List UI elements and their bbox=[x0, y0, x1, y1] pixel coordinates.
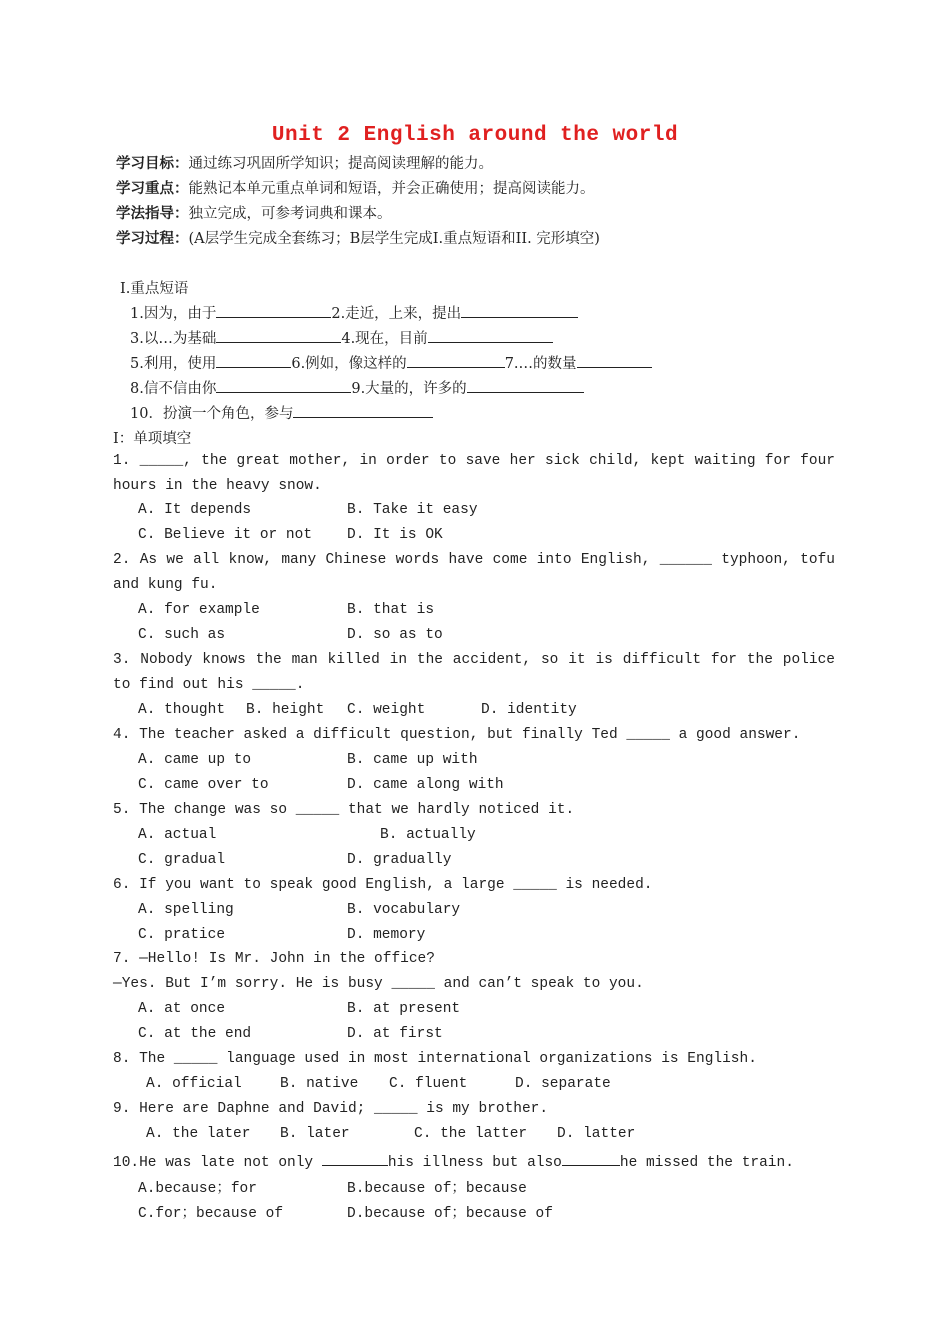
answer-blank[interactable] bbox=[428, 328, 553, 343]
option[interactable]: C. fluent bbox=[389, 1076, 468, 1092]
option[interactable]: C.for；because of bbox=[138, 1206, 284, 1222]
phrase-item: 9.大量的，许多的 bbox=[351, 381, 467, 397]
option[interactable]: D. separate bbox=[515, 1076, 611, 1092]
option[interactable]: B. vocabulary bbox=[347, 902, 461, 918]
option[interactable]: B. Take it easy bbox=[347, 502, 478, 518]
answer-blank[interactable] bbox=[293, 403, 433, 418]
option[interactable]: B. came up with bbox=[347, 752, 478, 768]
option[interactable]: A. at once bbox=[138, 1001, 226, 1017]
question-10-stem bbox=[113, 1151, 794, 1171]
option[interactable]: B. later bbox=[280, 1126, 350, 1142]
question-9-stem: 9. Here are Daphne and David; _____ is my brother. bbox=[113, 1101, 549, 1117]
method-line bbox=[116, 202, 392, 223]
option[interactable]: C. pratice bbox=[138, 927, 226, 943]
page-title: Unit 2 English around the world bbox=[271, 124, 679, 147]
question-1-stem: 1. _____, the great mother, in order to save her sick child, kept waiting for four hours in the heavy snow. bbox=[113, 453, 835, 494]
process-label: 学习过程： bbox=[116, 230, 189, 247]
stem-part: his illness but also bbox=[387, 1155, 562, 1171]
option[interactable]: A. actual bbox=[138, 827, 217, 843]
answer-blank[interactable] bbox=[461, 303, 578, 318]
option[interactable]: D. memory bbox=[347, 927, 426, 943]
stem-part: he missed the train. bbox=[619, 1155, 794, 1171]
option[interactable]: B. actually bbox=[380, 827, 476, 843]
focus-label: 学习重点： bbox=[116, 180, 189, 197]
phrase-row-3 bbox=[130, 352, 652, 373]
option[interactable]: D.because of；because of bbox=[347, 1206, 553, 1222]
option[interactable]: D. gradually bbox=[347, 852, 452, 868]
option[interactable]: A. thought bbox=[138, 702, 226, 718]
question-3-stem: 3. Nobody knows the man killed in the accident, so it is difficult for the police to find out his _____. bbox=[113, 652, 835, 693]
option[interactable]: A. official bbox=[146, 1076, 242, 1092]
phrase-row-1 bbox=[130, 302, 578, 323]
phrase-item: 2.走近，上来，提出 bbox=[331, 306, 462, 322]
option[interactable]: C. gradual bbox=[138, 852, 226, 868]
phrase-row-4 bbox=[130, 377, 584, 398]
phrases-heading: I.重点短语 bbox=[120, 281, 189, 297]
question-7-stem: 7. —Hello! Is Mr. John in the office? bbox=[113, 951, 435, 967]
option[interactable]: B. height bbox=[246, 702, 325, 718]
option[interactable]: D. latter bbox=[557, 1126, 636, 1142]
phrase-item: 6.例如，像这样的 bbox=[291, 356, 407, 372]
option[interactable]: D. came along with bbox=[347, 777, 504, 793]
focus-line bbox=[116, 177, 595, 198]
method-text: 独立完成，可参考词典和课本。 bbox=[188, 206, 392, 222]
phrase-item: 4.现在，目前 bbox=[341, 331, 428, 347]
option[interactable]: C. at the end bbox=[138, 1026, 252, 1042]
phrase-row-5 bbox=[130, 402, 433, 423]
process-text: (A层学生完成全套练习；B层学生完成I.重点短语和II. 完形填空) bbox=[188, 231, 600, 247]
question-8-stem: 8. The _____ language used in most international organizations is English. bbox=[113, 1051, 757, 1067]
option[interactable]: C. such as bbox=[138, 627, 226, 643]
answer-blank[interactable] bbox=[407, 353, 505, 368]
option[interactable]: A. It depends bbox=[138, 502, 252, 518]
question-2-stem: 2. As we all know, many Chinese words have come into English, ______ typhoon, tofu and kung fu. bbox=[113, 552, 835, 593]
option[interactable]: A. spelling bbox=[138, 902, 234, 918]
option[interactable]: B. that is bbox=[347, 602, 435, 618]
answer-blank[interactable] bbox=[577, 353, 652, 368]
choice-heading: I：单项填空 bbox=[113, 431, 192, 447]
answer-blank[interactable] bbox=[562, 1151, 620, 1166]
goal-text: 通过练习巩固所学知识；提高阅读理解的能力。 bbox=[188, 156, 493, 172]
process-line bbox=[116, 227, 600, 248]
option[interactable]: D. at first bbox=[347, 1026, 443, 1042]
answer-blank[interactable] bbox=[216, 303, 331, 318]
focus-text: 能熟记本单元重点单词和短语，并会正确使用；提高阅读能力。 bbox=[188, 181, 595, 197]
option[interactable]: D. It is OK bbox=[347, 527, 443, 543]
phrase-item: 10．扮演一个角色，参与 bbox=[130, 406, 294, 422]
method-label: 学法指导： bbox=[116, 205, 189, 222]
option[interactable]: A. for example bbox=[138, 602, 260, 618]
question-4-stem: 4. The teacher asked a difficult question, but finally Ted _____ a good answer. bbox=[113, 727, 801, 743]
phrase-item: 5.利用，使用 bbox=[130, 356, 217, 372]
phrase-item: 8.信不信由你 bbox=[130, 381, 217, 397]
option[interactable]: B.because of；because bbox=[347, 1181, 527, 1197]
option[interactable]: B. native bbox=[280, 1076, 359, 1092]
option[interactable]: C. Believe it or not bbox=[138, 527, 313, 543]
option[interactable]: D. identity bbox=[481, 702, 577, 718]
question-7-reply: —Yes. But I’m sorry. He is busy _____ and can’t speak to you. bbox=[113, 976, 644, 992]
phrase-item: 7.…的数量 bbox=[504, 356, 577, 372]
answer-blank[interactable] bbox=[322, 1151, 388, 1166]
option[interactable]: B. at present bbox=[347, 1001, 461, 1017]
question-5-stem: 5. The change was so _____ that we hardly noticed it. bbox=[113, 802, 575, 818]
option[interactable]: C. weight bbox=[347, 702, 426, 718]
option[interactable]: A. the later bbox=[146, 1126, 251, 1142]
option[interactable]: A.because；for bbox=[138, 1181, 257, 1197]
phrase-item: 1.因为，由于 bbox=[130, 306, 217, 322]
option[interactable]: C. came over to bbox=[138, 777, 269, 793]
answer-blank[interactable] bbox=[467, 378, 584, 393]
question-6-stem: 6. If you want to speak good English, a large _____ is needed. bbox=[113, 877, 653, 893]
answer-blank[interactable] bbox=[216, 328, 341, 343]
answer-blank[interactable] bbox=[216, 378, 351, 393]
phrase-row-2 bbox=[130, 327, 553, 348]
option[interactable]: A. came up to bbox=[138, 752, 252, 768]
goal-label: 学习目标： bbox=[116, 155, 189, 172]
stem-part: 10.He was late not only bbox=[113, 1155, 322, 1171]
option[interactable]: D. so as to bbox=[347, 627, 443, 643]
answer-blank[interactable] bbox=[216, 353, 291, 368]
goal-line bbox=[116, 152, 493, 173]
option[interactable]: C. the latter bbox=[414, 1126, 528, 1142]
phrase-item: 3.以…为基础 bbox=[130, 331, 217, 347]
